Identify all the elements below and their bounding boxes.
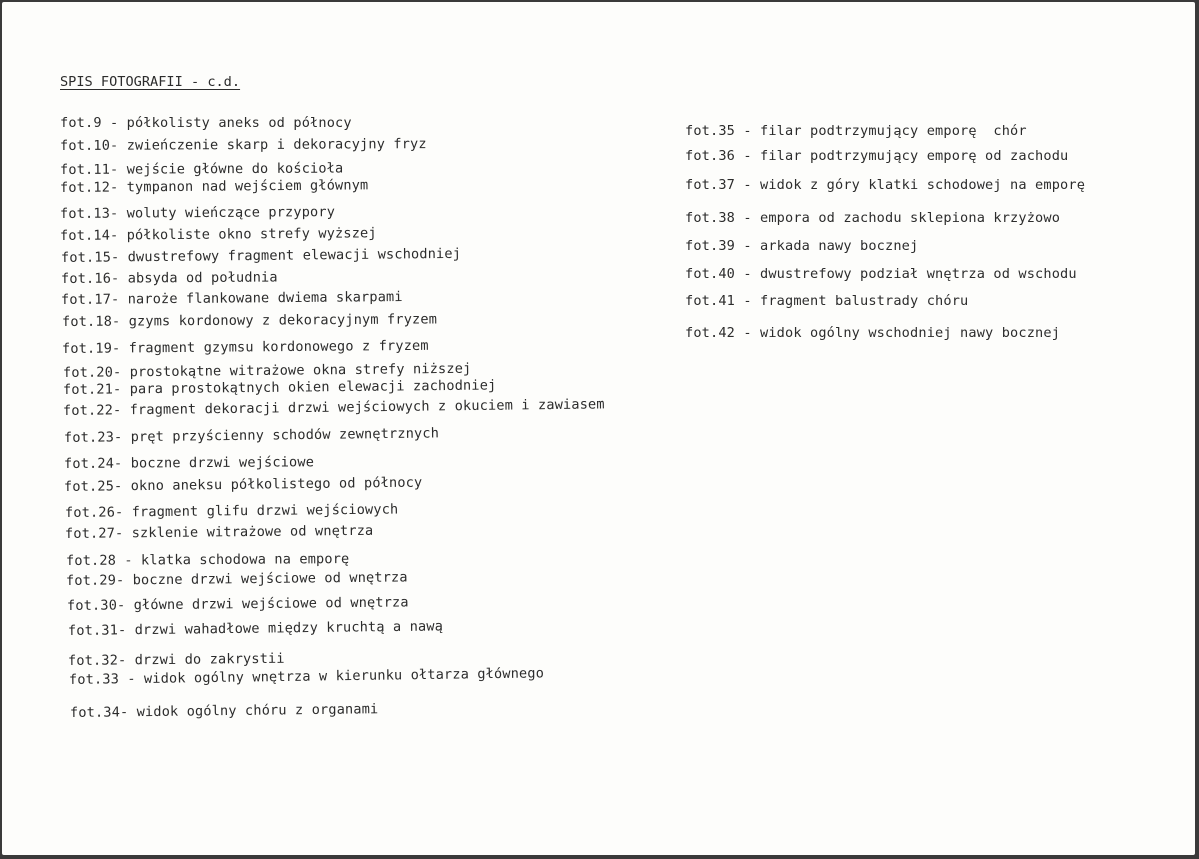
photo-list-item: fot.38 - empora od zachodu sklepiona krzyżowo [685,210,1061,226]
photo-list-item: fot.14- półkoliste okno strefy wyższej [59,225,377,244]
photo-list-item: fot.41 - fragment balustrady chóru [685,293,969,309]
photo-list-item: fot.42 - widok ogólny wschodniej nawy bocznej [685,325,1061,341]
photo-list-item: fot.9 - półkolisty aneks od północy [60,115,352,131]
photo-list-item: fot.11- wejście główne do kościoła [59,160,344,178]
document-title: SPIS FOTOGRAFII - c.d. [60,74,241,90]
document-page [2,2,1195,855]
photo-list-item: fot.15- dwustrefowy fragment elewacji wschodniej [60,245,462,266]
photo-list-item: fot.32- drzwi do zakrystii [67,650,285,669]
photo-list-item: fot.30- główne drzwi wejściowe od wnętrza [66,594,409,614]
photo-list-item: fot.29- boczne drzwi wejściowe od wnętrza [65,569,408,589]
photo-list-item: fot.39 - arkada nawy bocznej [685,238,919,254]
photo-list-item: fot.23- pręt przyścienny schodów zewnętrznych [63,425,440,446]
photo-list-item: fot.28 - klatka schodowa na emporę [65,551,350,569]
photo-list-item: fot.34- widok ogólny chóru z organami [69,701,379,721]
photo-list-item: fot.24- boczne drzwi wejściowe [63,454,315,472]
photo-list-item: fot.37 - widok z góry klatki schodowej na emporę [685,177,1086,193]
photo-list-item: fot.16- absyda od południa [60,269,278,287]
photo-list-item: fot.19- fragment gzymsu kordonowego z fryzem [61,337,429,357]
photo-list-item: fot.40 - dwustrefowy podział wnętrza od wschodu [685,266,1077,282]
photo-list-item: fot.35 - filar podtrzymujący emporę chór [685,123,1027,139]
photo-list-item: fot.25- okno aneksu półkolistego od północy [63,474,423,495]
photo-list-item: fot.22- fragment dekoracji drzwi wejściowych z okuciem i zawiasem [62,396,605,419]
photo-list-item: fot.12- tympanon nad wejściem głównym [59,177,369,196]
photo-list-item: fot.20- prostokątne witrażowe okna strefy niższej [62,360,472,381]
photo-list-item: fot.36 - filar podtrzymujący emporę od zachodu [685,148,1069,164]
photo-list-item: fot.33 - widok ogólny wnętrza w kierunku ołtarza głównego [68,665,545,688]
photo-list-item: fot.31- drzwi wahadłowe między kruchtą a nawą [67,618,444,639]
photo-list-item: fot.17- naroże flankowane dwiema skarpami [60,289,403,308]
photo-list-item: fot.13- woluty wieńczące przypory [59,204,336,222]
photo-list-item: fot.10- zwieńczenie skarp i dekoracyjny fryz [59,136,427,154]
photo-list-item: fot.26- fragment glifu drzwi wejściowych [64,501,399,521]
photo-list-item: fot.21- para prostokątnych okien elewacji zachodniej [62,377,497,398]
photo-list-item: fot.18- gzyms kordonowy z dekoracyjnym fryzem [61,311,438,330]
photo-list-item: fot.27- szklenie witrażowe od wnętrza [64,522,374,542]
